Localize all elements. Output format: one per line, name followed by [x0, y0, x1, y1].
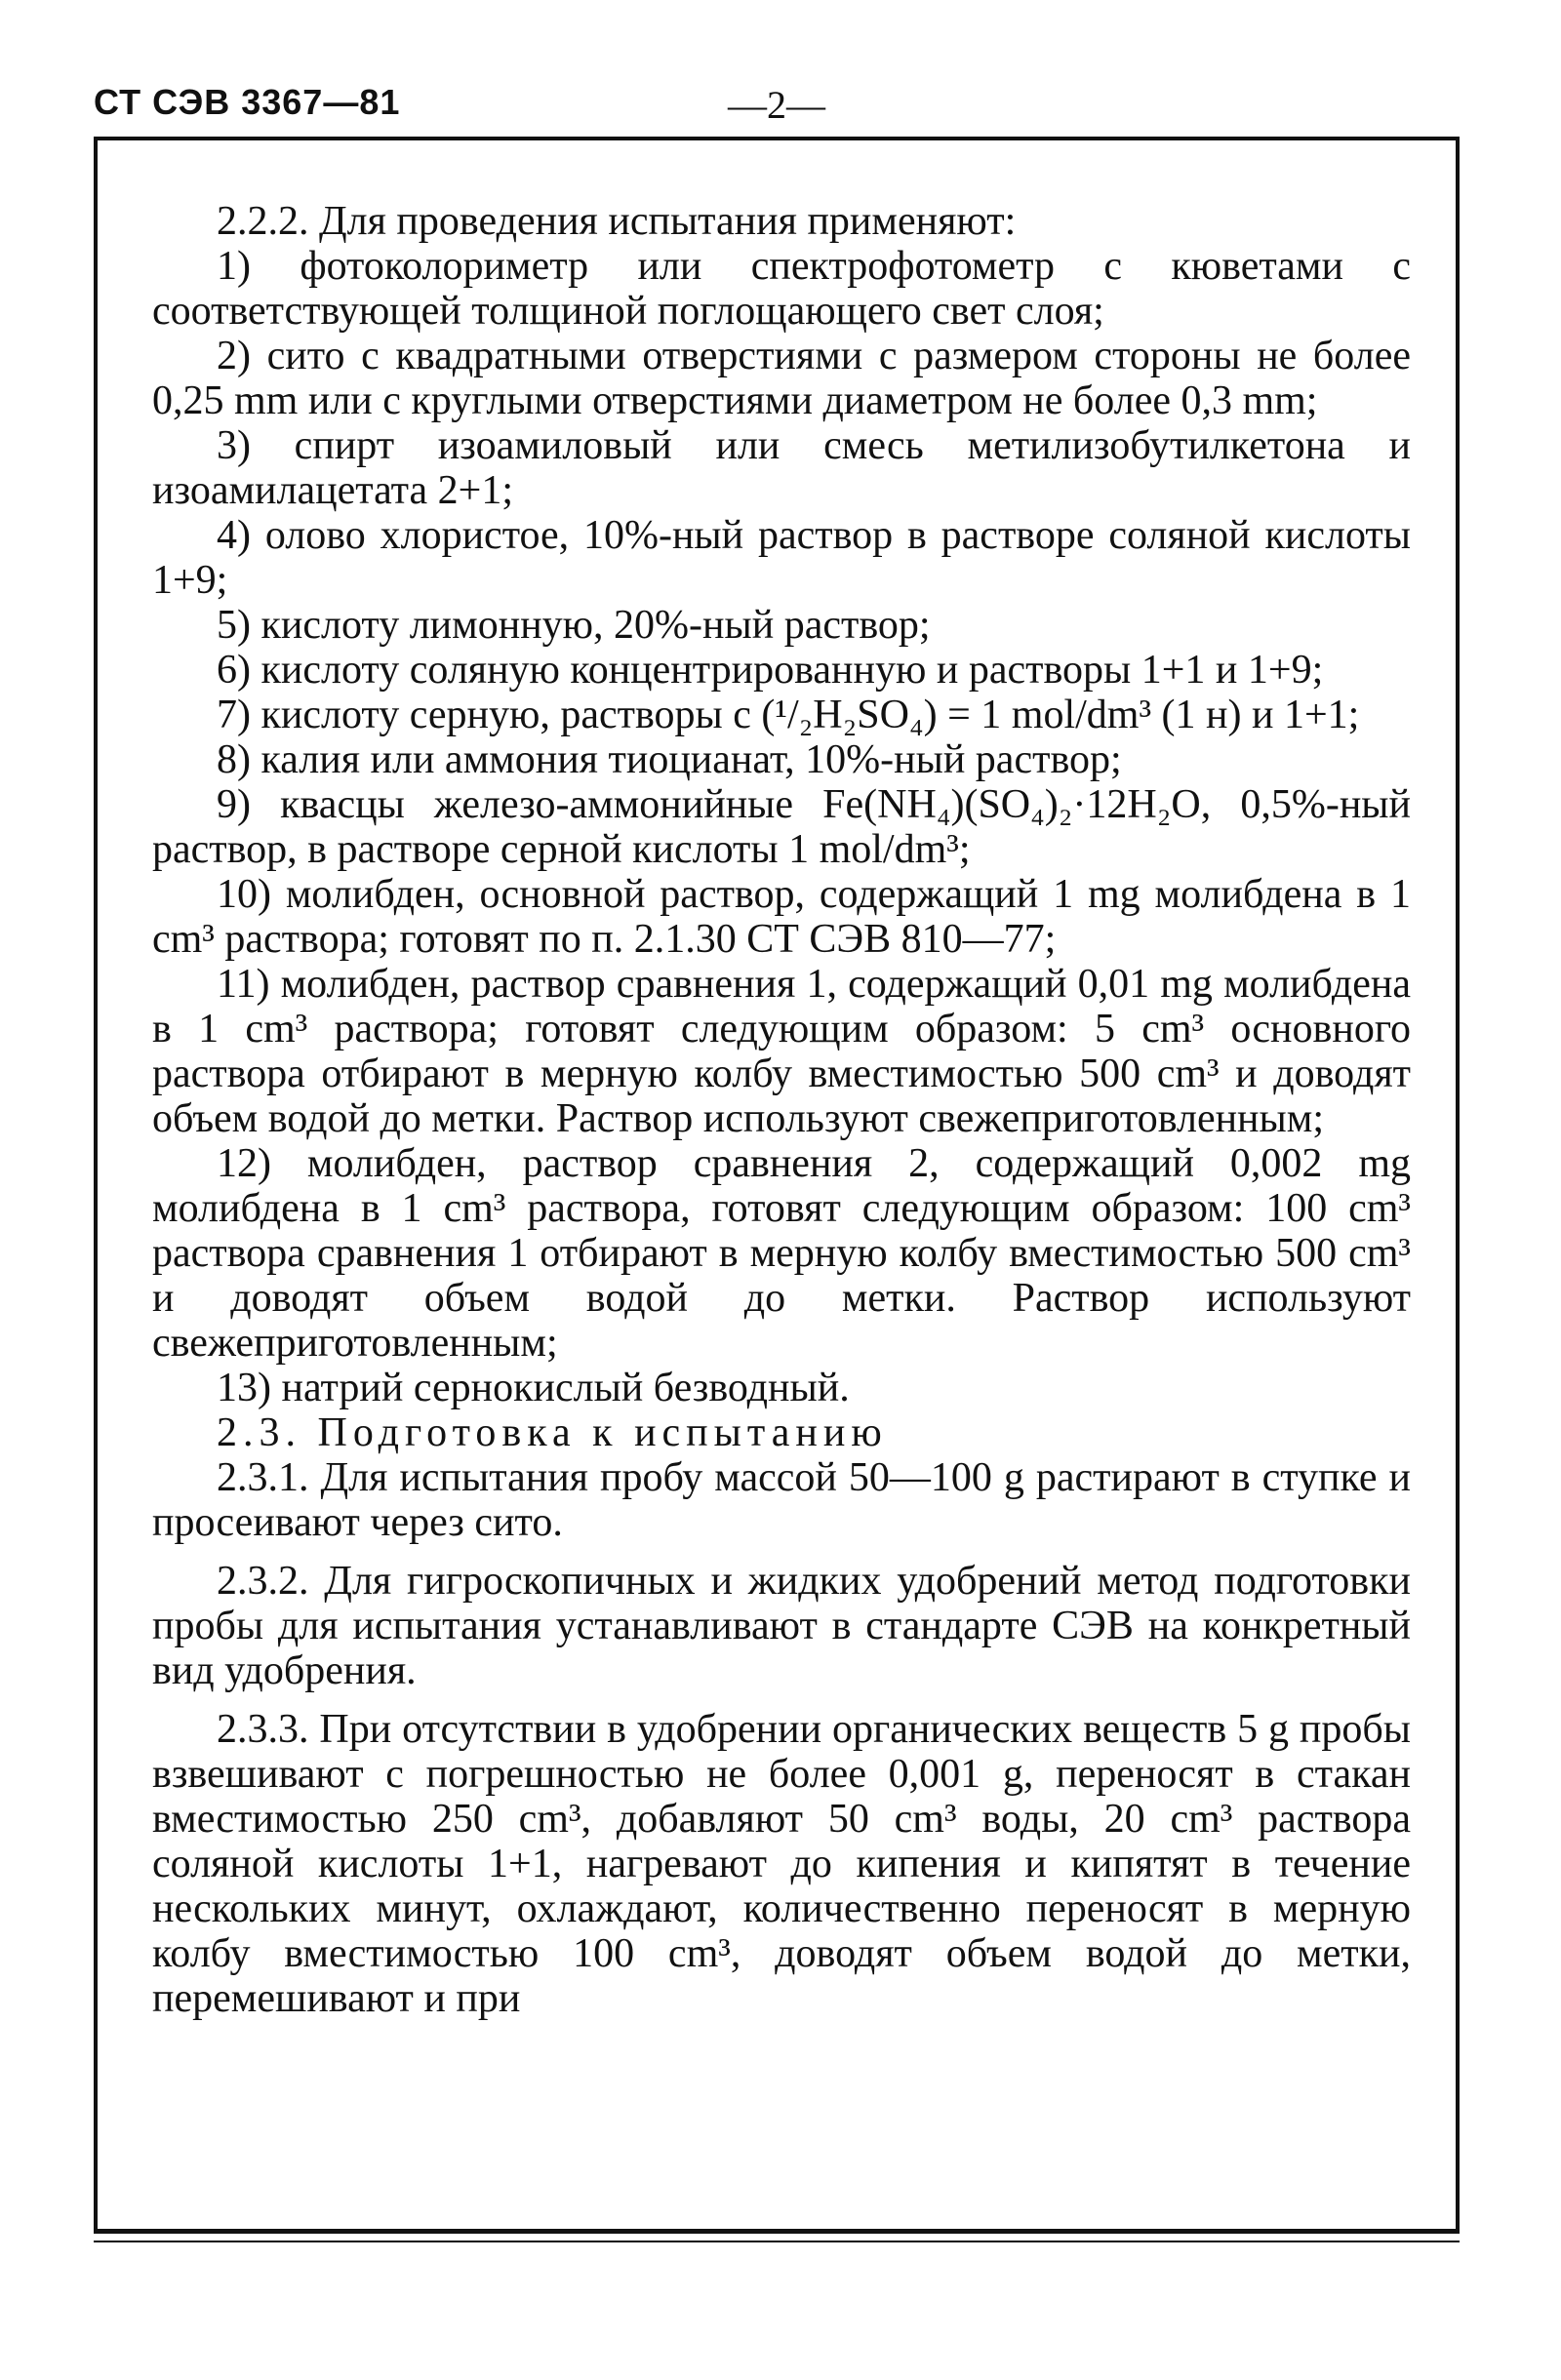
- section-heading-2-3: 2.3. Подготовка к испытанию: [217, 1410, 888, 1455]
- list-item-2: 2) сито с квадратными отверстиями с размером стороны не более 0,25 mm или с круглыми отверстиями диаметром не более 0,3 mm;: [152, 334, 1411, 423]
- list-item-1: 1) фотоколориметр или спектрофотометр с кюветами с соответствующей толщиной поглощающего свет слоя;: [152, 244, 1411, 334]
- list-item-4: 4) олово хлористое, 10%-ный раствор в растворе соляной кислоты 1+9;: [152, 513, 1411, 603]
- list-item-3: 3) спирт изоамиловый или смесь метилизобутилкетона и изоамилацетата 2+1;: [152, 423, 1411, 513]
- page-number: —2—: [728, 83, 825, 127]
- list-item-7: 7) кислоту серную, растворы с (¹/₂H₂SO₄) = 1 mol/dm³ (1 н) и 1+1;: [217, 693, 1360, 737]
- clause-2-3-3: 2.3.3. При отсутствии в удобрении органических веществ 5 g пробы взвешивают с погрешностью не более 0,001 g, переносят в стакан вместимостью 250 cm³, добавляют 50 cm³ воды, 20 cm³ раствора соляной кислоты 1+1, нагревают до кипения и кипятят в течение нескольких минут, охлаждают, количественно переносят в мерную колбу вместимостью 100 cm³, доводят объем водой до метки, перемешивают и при: [152, 1707, 1411, 2021]
- list-item-9: 9) квасцы железо-аммонийные Fe(NH₄)(SO₄)₂·12H₂O, 0,5%-ный раствор, в растворе серной кислоты 1 mol/dm³;: [152, 782, 1411, 872]
- document-body: [152, 199, 1411, 2021]
- list-item-12: 12) молибден, раствор сравнения 2, содержащий 0,002 mg молибдена в 1 cm³ раствора, готовят следующим образом: 100 cm³ раствора сравнения 1 отбирают в мерную колбу вместимостью 500 cm³ и доводят объем водой до метки. Раствор используют свежеприготовленным;: [152, 1141, 1411, 1366]
- list-item-11: 11) молибден, раствор сравнения 1, содержащий 0,01 mg молибдена в 1 cm³ раствора; готовят следующим образом: 5 cm³ основного раствора отбирают в мерную колбу вместимостью 500 cm³ и доводят объем водой до метки. Раствор используют свежеприготовленным;: [152, 962, 1411, 1141]
- text-frame: [94, 137, 1460, 2234]
- clause-2-3-1: 2.3.1. Для испытания пробу массой 50—100 g растирают в ступке и просеивают через сито.: [152, 1455, 1411, 1545]
- list-item-13: 13) натрий сернокислый безводный.: [217, 1366, 850, 1410]
- clause-2-3-2: 2.3.2. Для гигроскопичных и жидких удобрений метод подготовки пробы для испытания устанавливают в стандарте СЭВ на конкретный вид удобрения.: [152, 1559, 1411, 1693]
- clause-2-2-2: 2.2.2. Для проведения испытания применяют:: [217, 199, 1017, 244]
- list-item-8: 8) калия или аммония тиоцианат, 10%-ный раствор;: [217, 737, 1122, 782]
- list-item-6: 6) кислоту соляную концентрированную и растворы 1+1 и 1+9;: [217, 648, 1324, 693]
- page-header: [94, 82, 1479, 140]
- list-item-5: 5) кислоту лимонную, 20%-ный раствор;: [217, 603, 931, 648]
- list-item-10: 10) молибден, основной раствор, содержащий 1 mg молибдена в 1 cm³ раствора; готовят по п. 2.1.30 СТ СЭВ 810—77;: [152, 872, 1411, 962]
- standard-code: СТ СЭВ 3367—81: [94, 82, 401, 122]
